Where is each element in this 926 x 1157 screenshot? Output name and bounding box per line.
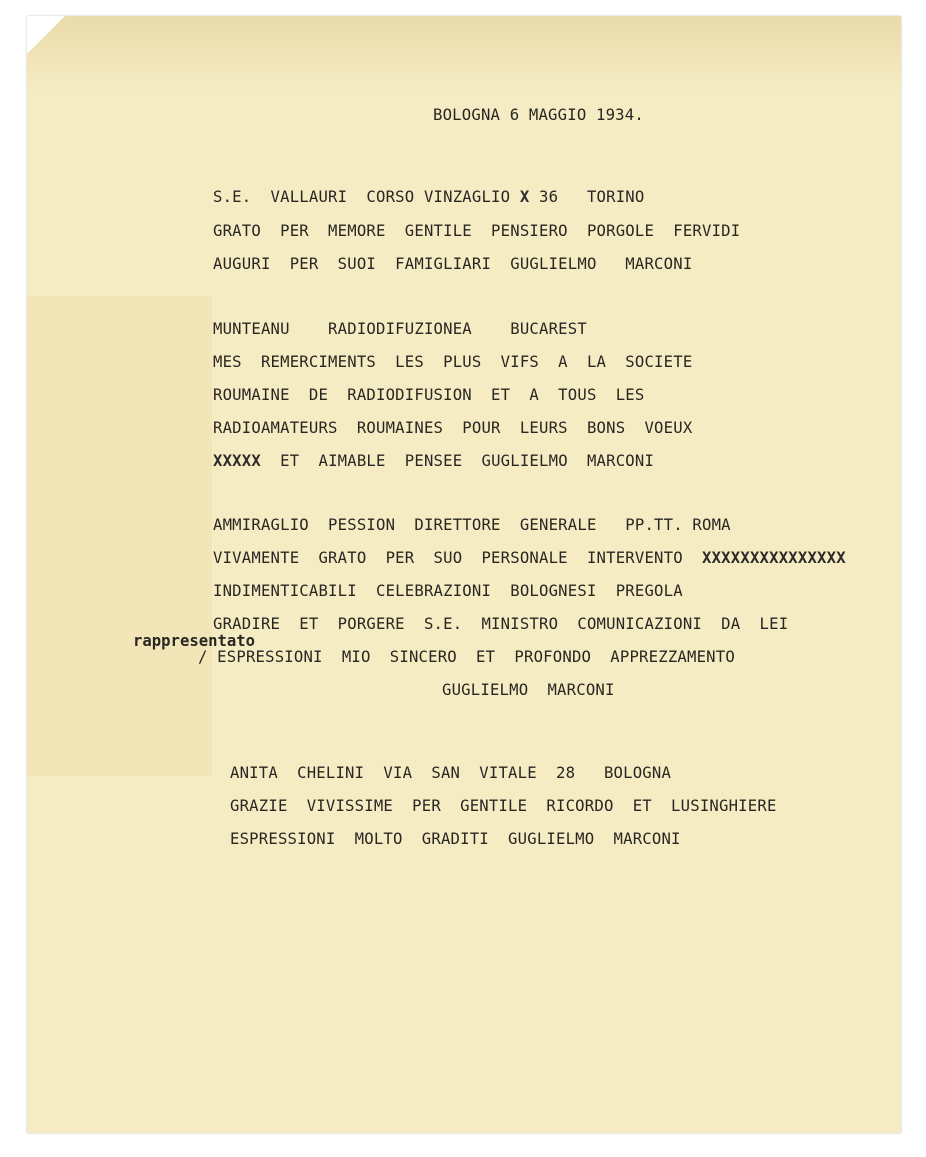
telegram2-line2: MES REMERCIMENTS LES PLUS VIFS A LA SOCIETE: [213, 353, 693, 371]
telegram3-line3: INDIMENTICABILI CELEBRAZIONI BOLOGNESI PREGOLA: [213, 582, 683, 600]
telegram4-line2: GRAZIE VIVISSIME PER GENTILE RICORDO ET LUSINGHIERE: [230, 797, 777, 815]
telegram3-line4: GRADIRE ET PORGERE S.E. MINISTRO COMUNICAZIONI DA LEI: [213, 615, 789, 633]
handwritten-annotation: rappresentato: [133, 632, 256, 650]
telegram2-line5-strike: XXXXX: [213, 452, 261, 470]
telegram2-line5: [213, 452, 654, 470]
telegram3-line2-strike: XXXXXXXXXXXXXXX: [702, 549, 846, 567]
telegram3-line2: [213, 549, 846, 567]
telegram1-line2: GRATO PER MEMORE GENTILE PENSIERO PORGOLE FERVIDI: [213, 222, 741, 240]
telegram4-line1: ANITA CHELINI VIA SAN VITALE 28 BOLOGNA: [230, 764, 672, 782]
telegram1-line1: [213, 188, 644, 206]
torn-corner: [27, 16, 65, 54]
telegram2-line5-text: ET AIMABLE PENSEE GUGLIELMO MARCONI: [260, 452, 655, 470]
telegram1-line1-strike: X: [519, 188, 530, 206]
telegram1-line1-text: S.E. VALLAURI CORSO VINZAGLIO: [213, 188, 520, 206]
telegram3-line2-text: VIVAMENTE GRATO PER SUO PERSONALE INTERVENTO: [213, 549, 702, 567]
telegram2-line3: ROUMAINE DE RADIODIFUSION ET A TOUS LES: [213, 386, 645, 404]
paper-discoloration: [27, 16, 901, 96]
telegram4-line3: ESPRESSIONI MOLTO GRADITI GUGLIELMO MARCONI: [230, 830, 681, 848]
date-line: BOLOGNA 6 MAGGIO 1934.: [433, 106, 644, 124]
paper-stain: [27, 296, 212, 776]
telegram1-line1-end: 36 TORINO: [529, 188, 645, 206]
telegram2-line4: RADIOAMATEURS ROUMAINES POUR LEURS BONS VOEUX: [213, 419, 693, 437]
telegram3-line1: AMMIRAGLIO PESSION DIRETTORE GENERALE PP.TT. ROMA: [213, 516, 731, 534]
telegram1-line3: AUGURI PER SUOI FAMIGLIARI GUGLIELMO MARCONI: [213, 255, 693, 273]
telegram3-signature: GUGLIELMO MARCONI: [442, 681, 615, 699]
document-page: [27, 16, 901, 1133]
telegram2-line1: MUNTEANU RADIODIFUZIONEA BUCAREST: [213, 320, 587, 338]
telegram3-line5: / ESPRESSIONI MIO SINCERO ET PROFONDO APPREZZAMENTO: [198, 648, 735, 666]
